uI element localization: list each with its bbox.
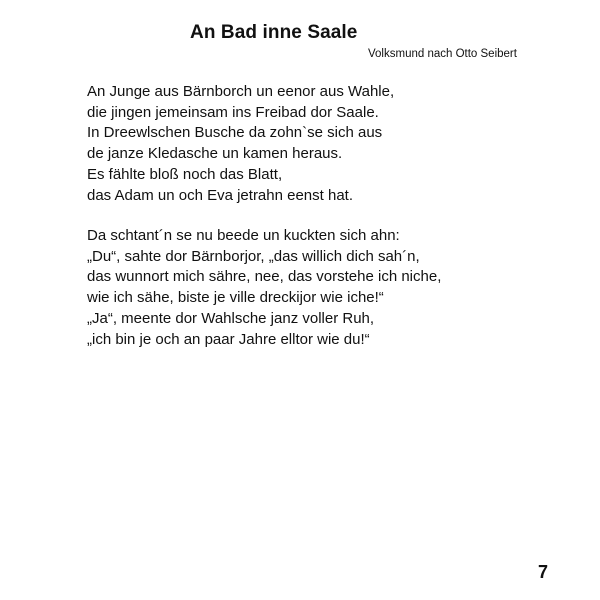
poem-line: die jingen jemeinsam ins Freibad dor Saale. [87, 103, 379, 121]
poem-line: In Dreewlschen Busche da zohn`se sich aus [87, 124, 383, 142]
poem-line: Da schtant´n se nu beede un kuckten sich ahn: [87, 227, 400, 244]
stanza-2 [87, 226, 441, 350]
poem-line: das wunnort mich sähre, nee, das vorstehe ich niche, [87, 268, 442, 286]
poem-title: An Bad inne Saale [190, 22, 358, 43]
page-number: 7 [538, 562, 549, 582]
poem-line: das Adam un och Eva jetrahn eenst hat. [87, 186, 354, 204]
poem-line: „Ja“, meente dor Wahlsche janz voller Ruh, [87, 309, 375, 327]
stanza-1 [87, 82, 394, 206]
poem-line: Es fählte bloß noch das Blatt, [87, 165, 283, 183]
poem-line: de janze Kledasche un kamen heraus. [87, 145, 343, 163]
poem-attribution: Volksmund nach Otto Seibert [368, 48, 517, 60]
poem-line: „Du“, sahte dor Bärnborjor, „das willich dich sah´n, [87, 247, 420, 265]
poem-line: „ich bin je och an paar Jahre elltor wie du!“ [87, 330, 370, 348]
poem-line: wie ich sähe, biste je ville dreckijor wie iche!“ [87, 289, 384, 307]
poem-line: An Junge aus Bärnborch un eenor aus Wahle, [87, 83, 395, 100]
